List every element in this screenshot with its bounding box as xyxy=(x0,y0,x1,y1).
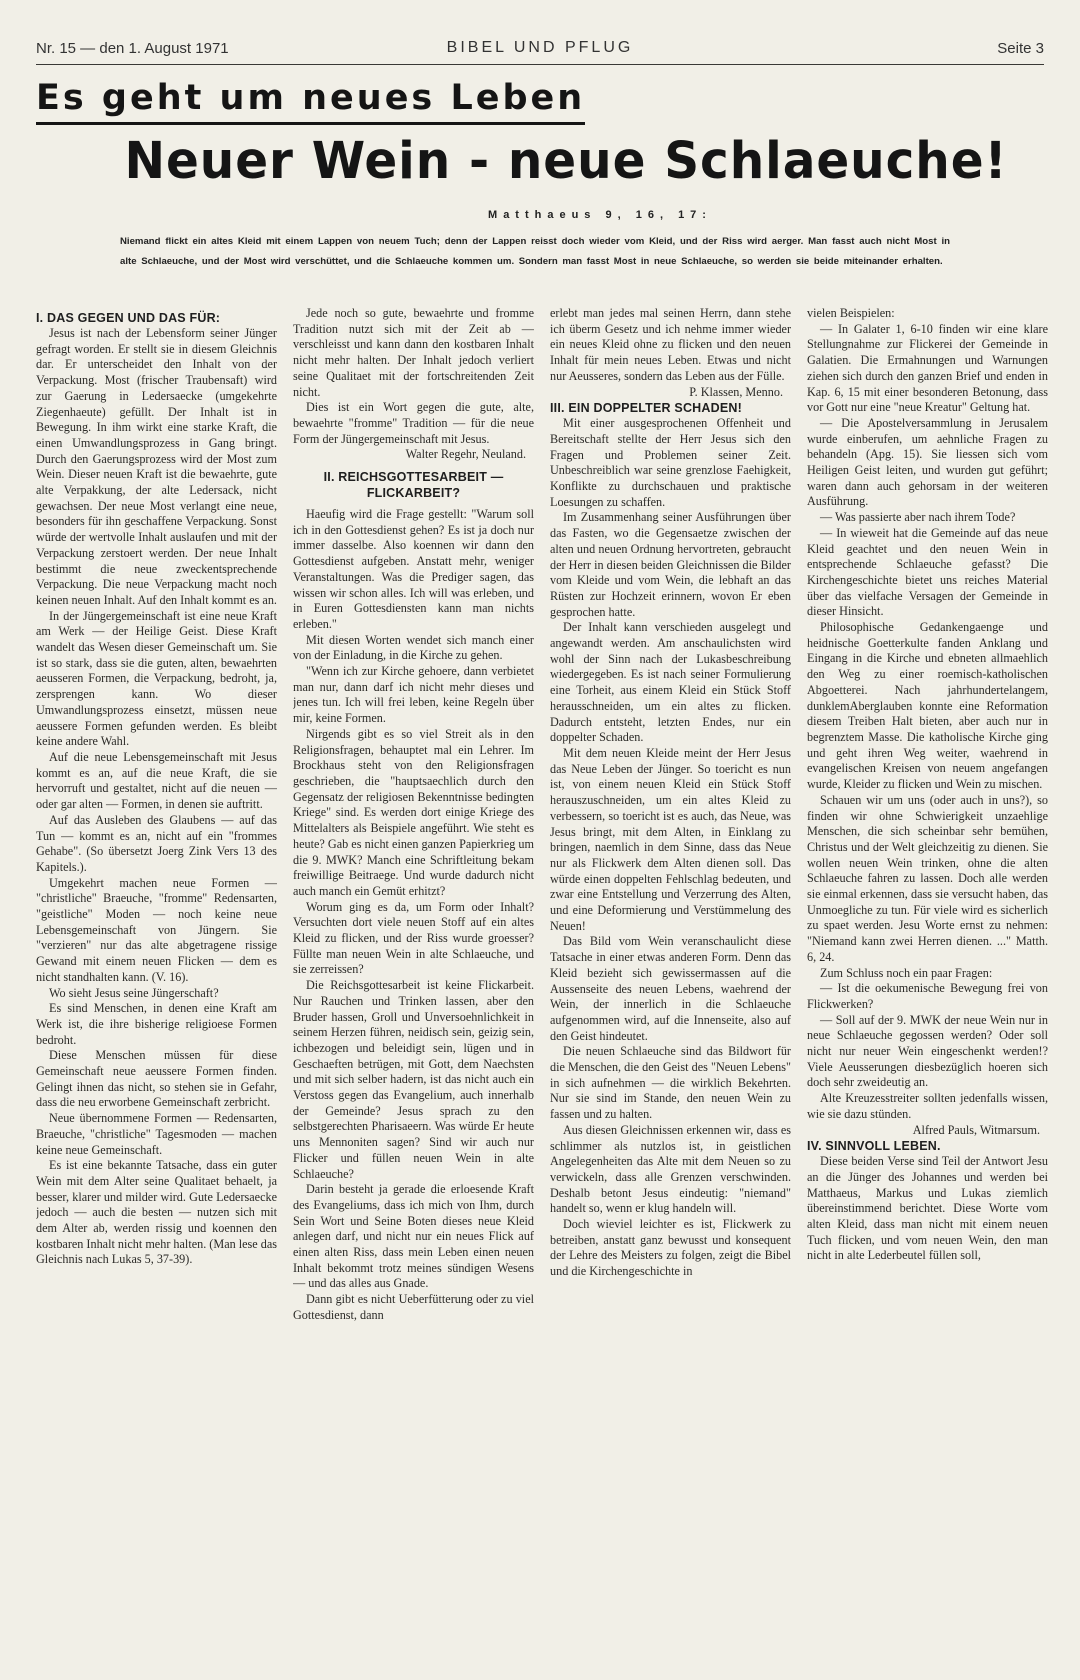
paragraph: Jesus ist nach der Lebensform seiner Jünger gefragt worden. Er stellt sie in diesem Gleichnis dar. Er unterscheidet den Inhalt von der Verpackung. Most (frischer Traubensaft) wird zur Gaerung in Ledersaecke (umgekehrte Ziegenhaeute) gefüllt. Der Inhalt ist in Bewegung. In ihm wirkt eine starke Kraft, die einen Umwandlungsprozess in Gang bringt. Durch den Gaerungsprozess wird der Most zum Wein. Dieser neuen Kraft ist die bewaehrte, gute alte Verpakkung, der alte Ledersack, nicht gewachsen. Der neue Most verlangt eine neue, besonders für ihn geschaffene Verpackung. Sonst würde der wertvolle Inhalt auslaufen und mit der Verpackung zerstoert werden. Der neue Inhalt bestimmt die neue zweckentsprechende Verpackung. Die neue Verpackung macht noch keinen neuen Inhalt. Auf den Inhalt kommt es an. xyxy=(36,326,277,607)
paragraph: — Was passierte aber nach ihrem Tode? xyxy=(820,510,1016,525)
section-heading: I. DAS GEGEN UND DAS FÜR: xyxy=(36,311,221,325)
paragraph: Schauen wir um uns (oder auch in uns?), so finden wir ohne Schwierigkeit unzaehlige Menschen, die sich scheinbar sehr bemühen, Christus und der Welt gleichzeitig zu dienen. Sie wollen neuen Wein trinken, ohne die alten Schlaeuche fahren zu lassen. Doch alle werden sie einmal erkennen, dass sie versucht haben, das Unmoegliche zu tun. Für viele wird es sicherlich zu spaet werden. Jesu Worte ernst zu nehmen: "Niemand kann zwei Herren dienen. ..." Matth. 6, 24. xyxy=(807,792,1048,964)
paragraph: Worum ging es da, um Form oder Inhalt? Versuchten dort viele neuen Stoff auf ein altes Kleid zu flicken, und der Riss wurde groesser? Füllte man neuen Wein in alte Schlaeuche, und sie zerreissen? xyxy=(293,899,534,977)
paragraph: Neue übernommene Formen — Redensarten, Braeuche, "christliche" Tagesmoden — machen keine neue Gemeinschaft. xyxy=(36,1111,277,1157)
verse-text: Niemand flickt ein altes Kleid mit einem Lappen von neuem Tuch; denn der Lappen reisst doch wieder vom Kleid, und der Riss wird aerger. Man fasst auch nicht Most in alte Schlaeuche, und der Most wird verschüttet, und die Schlaeuche kommen um. Sondern man fasst Most in neue Schlaeuche, so werden sie beide miteinander erhalten. xyxy=(120,236,950,267)
paragraph: Auf die neue Lebensgemeinschaft mit Jesus kommt es an, auf die neue Kraft, die sie hervorruft und gestaltet, nicht auf die neuen — oder gar alten — Formen, in denen sie auftritt. xyxy=(36,749,277,812)
author-signature: Alfred Pauls, Witmarsum. xyxy=(912,1122,1040,1137)
paragraph: Die neuen Schlaeuche sind das Bildwort für die Menschen, die den Geist des "Neuen Lebens" in sich aufnehmen — die wirklich Bekehrten. Nur sie sind im Stande, den neuen Wein zu fassen und zu halten. xyxy=(550,1044,791,1122)
paragraph: Philosophische Gedankengaenge und heidnische Goetterkulte fanden Anklang und Eingang in die Kirche und ebneten allmaehlich den Weg zu einer roemisch-katholischen Abgoetterei. Nach jahrhundertelangem, dunklemAberglauben konnte eine Reformation diesem Treiben Halt bieten, aber auch nur in begrenztem Masse. Die katholische Kirche ging und geht ihren Weg weiter, waehrend in evangelischen Kreisen von neuem angefangen wurde, Kleider zu flicken und Wein zu mischen. xyxy=(807,620,1048,792)
paragraph: — Soll auf der 9. MWK der neue Wein nur in neue Schlaeuche gegossen werden? Oder soll nicht nur neuer Wein eingeschenkt werden!? Viele Aeusserungen diesbezüglich hoeren sich doch sehr zweideutig an. xyxy=(807,1012,1048,1090)
paragraph: Alte Kreuzesstreiter sollten jedenfalls wissen, wie sie dazu stünden. xyxy=(807,1091,1048,1121)
article-columns xyxy=(36,306,1048,1666)
paragraph: Mit diesen Worten wendet sich manch einer von der Einladung, in die Kirche zu gehen. xyxy=(293,632,534,663)
paragraph: Es sind Menschen, in denen eine Kraft am Werk ist, die ihre bisherige religioese Formen bedroht. xyxy=(36,1001,277,1047)
paragraph: Zum Schluss noch ein paar Fragen: xyxy=(820,965,993,980)
paragraph: Die Reichsgottesarbeit ist keine Flickarbeit. Nur Rauchen und Trinken lassen, aber den Bruder hassen, Groll und Unversoehnlichkeit in seinem Herzen führen, neidisch sein, geizig sein, ichbezogen und beleidigt sein, lügen und in Geschaeften betrügen, mit Gott, dem Naechsten und mit sich selber hadern, ist das nicht auch ein Verstoss gegen das Evangelium, auch innerhalb der Gemeinde? Jesus sprach zu den selbstgerechten Pharisaeern. Was würde Er heute uns Mennoniten sagen? Sind wir auch nur Flicker und füllen neuen Wein in alte Schlaeuche? xyxy=(293,978,534,1181)
paragraph: vielen Beispielen: xyxy=(807,306,895,320)
verse-reference: Matthaeus 9, 16, 17: xyxy=(488,209,712,221)
paragraph: Das Bild vom Wein veranschaulicht diese Tatsache in einer etwas anderen Form. Denn das Kleid bezieht sich gewissermassen auf die Aussenseite des neuen Lebens, waehrend der Wein, der innerlich in die Schlaeuche aufgenommen wird, auf die Innenseite, also auf den Geist hindeutet. xyxy=(550,934,791,1043)
section-heading: III. EIN DOPPELTER SCHADEN! xyxy=(550,401,742,416)
paragraph: "Wenn ich zur Kirche gehoere, dann verbietet man nur, dann darf ich nicht mehr dieses und jenes tun. Ich will frei leben, keine Regeln über mir, keine Formen. xyxy=(293,664,534,726)
column-1 xyxy=(36,306,277,1666)
paragraph: In der Jüngergemeinschaft ist eine neue Kraft am Werk — der Heilige Geist. Diese Kraft wandelt das Wesen dieser Gemeinschaft um. Sie ist so stark, dass sie die guten, alten, bewaehrten aeusseren Formen, die Verpackung, bedroht, ja, zersprengen kann. Wo dieser Umwandlungsprozess einsetzt, müssen neue aeussere Formen gefunden werden. Es bleibt keine andere Wahl. xyxy=(36,608,277,749)
paragraph: Aus diesen Gleichnissen erkennen wir, dass es schlimmer als nutzlos ist, in geistlichen Angelegenheiten das Alte mit dem Neuen so zu verwickeln, dass alle Grenzen verschwinden. Deshalb betont Jesus eindeutig: "niemand" handelt so, wenn er klug handeln will. xyxy=(550,1122,791,1216)
paragraph: Der Inhalt kann verschieden ausgelegt und angewandt werden. Am anschaulichsten wird wohl der Sinn nach der Lukasbeschreibung wiedergegeben. Es ist nach seiner Formulierung eine Torheit, aus einem Kleid ein Stück Stoff herausschneiden, um ein altes zu flicken. Dadurch entsteht, letzten Endes, nur ein doppelter Schaden. xyxy=(550,620,791,745)
author-signature: P. Klassen, Menno. xyxy=(689,384,783,399)
paragraph: Diese Menschen müssen für diese Gemeinschaft neue aeussere Formen finden. Gelingt ihnen das nicht, so stehen sie in Gefahr, dass die neu erworbene Gemeinschaft zerbricht. xyxy=(36,1048,277,1110)
paragraph: Auf das Ausleben des Glaubens — auf das Tun — kommt es an, nicht auf ein "frommes Gehabe". (So übersetzt Joerg Zink Vers 13 des Kapitels.). xyxy=(36,812,277,874)
author-signature: Walter Regehr, Neuland. xyxy=(405,447,526,462)
column-2 xyxy=(293,306,534,1666)
paragraph: Wo sieht Jesus seine Jüngerschaft? xyxy=(49,985,219,1000)
paragraph: Dies ist ein Wort gegen die gute, alte, bewaehrte "fromme" Tradition — für die neue Form der Jüngergemeinschaft mit Jesus. xyxy=(293,400,534,446)
paragraph: Haeufig wird die Frage gestellt: "Warum soll ich in den Gottesdienst gehen? Es ist ja doch nur immer dasselbe. Also koennen wir dann den Gottesdienst aufgeben. Anstatt mehr, weniger Veranstaltungen. Was die Prediger sagen, das wissen wir schon alles. Ich will was erleben, und in Euren Gottesdiensten kann man nichts erleben." xyxy=(293,507,534,631)
section-heading: IV. SINNVOLL LEBEN. xyxy=(807,1139,941,1154)
paragraph: Mit dem neuen Kleide meint der Herr Jesus das Neue Leben der Jünger. So toericht es nun ist, von einem neuen Kleid ein Stück Stoff herauszuschneiden, um ein altes Kleid zu verbessern, so toericht ist es auch, das Neue, was Jesus bringt, mit dem Alten, in Einklang zu bringen, naemlich in dem Sinne, dass das Neue nur als Flickwerk dem Alten dienen soll. Das würde einen doppelten Fehlschlag bedeuten, und zwar eine Entstellung und Verzerrung des Alten, und eine Deformierung und Verstümmelung des Neuen! xyxy=(550,745,791,933)
column-4 xyxy=(807,306,1048,1666)
column-3 xyxy=(550,306,791,1666)
paragraph: — In Galater 1, 6-10 finden wir eine klare Stellungnahme zur Flickerei der Gemeinde in Galatien. Die Ermahnungen und Warnungen ziehen sich durch den ganzen Brief und enden in Kap. 6, 15 mit einer besonderen Betonung, dass vor Gott nur eine "neue Kreatur" Geltung hat. xyxy=(807,321,1048,415)
paragraph: Mit einer ausgesprochenen Offenheit und Bereitschaft stellte der Herr Jesus sich den Fragen und Problemen seiner Zeit. Unbeschreiblich war seine grenzlose Faehigkeit, Konflikte zu durchschauen und praktische Loesungen zu schaffen. xyxy=(550,416,791,509)
paragraph: Umgekehrt machen neue Formen — "christliche" Braeuche, "fromme" Redensarten, "geistliche" Moden — noch keine neue Lebensgemeinschaft von Jüngern. Sie "verzieren" nur das alte abgetragene rissige Gewand mit einem neuen Flicken — dem es nicht standhalten kann. (V. 16). xyxy=(36,875,277,984)
running-head xyxy=(36,38,1044,65)
page-number: Seite 3 xyxy=(997,40,1044,57)
paragraph: erlebt man jedes mal seinen Herrn, dann stehe ich überm Gesetz und ich nehme immer wieder ein neues Kleid ohne zu flicken und den neuen Inhalt für mein neues Leben. Etwas und nicht nur Aeusseres, sondern das Leben aus der Fülle. xyxy=(550,306,791,383)
article-headline: Neuer Wein - neue Schlaeuche! xyxy=(124,132,1008,191)
paragraph: Es ist eine bekannte Tatsache, dass ein guter Wein mit dem Alter seine Qualitaet behaelt, ja besser, klarer und milder wird. Gute Ledersaecke jedoch — auch die besten — nutzen sich mit dem Alter ab, werden rissig und koennen den kostbaren Inhalt nicht mehr halten. (Man lese das Gleichnis nach Lukas 5, 37-39). xyxy=(36,1158,277,1267)
paragraph: Dann gibt es nicht Ueberfütterung oder zu viel Gottesdienst, dann xyxy=(293,1292,534,1322)
paragraph: Im Zusammenhang seiner Ausführungen über das Fasten, wo die Gegensaetze zwischen der alten und neuen Ordnung hervortreten, gebraucht der Herr in diesen beiden Gleichnissen die Bilder vom Kleide und vom Wein, die lebhaft an das Rüsten zur Hochzeit erinnern, wovon Er eben gesprochen hatte. xyxy=(550,510,791,619)
article-kicker: Es geht um neues Leben xyxy=(36,78,585,125)
paragraph: Jede noch so gute, bewaehrte und fromme Tradition nutzt sich mit der Zeit ab — verschleisst und kann dann den kostbaren Inhalt nicht mehr halten. Der Inhalt jedoch verliert seine Qualitaet mit der fortschreitenden Zeit nicht. xyxy=(293,306,534,399)
paragraph: — In wieweit hat die Gemeinde auf das neue Kleid geachtet und den neuen Wein in entsprechende Schlaeuche gefasst? Die Kirchengeschichte bietet uns reiches Material über das vielfache Versagen der Gemeinde in dieser Hinsicht. xyxy=(807,525,1048,619)
paragraph: Darin besteht ja gerade die erloesende Kraft des Evangeliums, dass ich mich von Ihm, durch Sein Wort und Seine Boten dieses neue Kleid anlegen darf, und nicht nur ein neues Flick auf einen alten Riss, dass mein Leben einen neuen Inhalt bekommt trotz meines sündigen Wesens — und das alles aus Gnade. xyxy=(293,1182,534,1291)
issue-date: Nr. 15 — den 1. August 1971 xyxy=(36,40,229,57)
paragraph: — Ist die oekumenische Bewegung frei von Flickwerken? xyxy=(807,981,1048,1011)
paragraph: — Die Apostelversammlung in Jerusalem wurde einberufen, um aehnliche Fragen zu behandeln (Apg. 15). Sie liessen sich vom Heiligen Geist leiten, und wurden gut geführt; waren dann auch gehorsam in der weiteren Ausführung. xyxy=(807,415,1048,509)
publication-title: BIBEL UND PFLUG xyxy=(446,39,634,56)
paragraph: Nirgends gibt es so viel Streit als in den Religionsfragen, behauptet mal ein Lehrer. Im Brockhaus steht von den Religionsfragen geschrieben, die "hauptsaechlich durch den Gegensatz der religiosen Bekenntnisse bedingten Kriege" sind. Es werden dort einige Kriege des Mittelalters als Beispiele angeführt. Wie steht es heute? Gab es nicht einen ganzen Papierkrieg um die 9. MWK? Manch eine Schriftleitung bekam freiwillige Beitraege. Und wurde dadurch nicht auch manch ein Gemüt erhitzt? xyxy=(293,726,534,898)
paragraph: Doch wieviel leichter es ist, Flickwerk zu betreiben, anstatt ganz bewusst und konsequent der Lehre des Meisters zu folgen, zeigt die Bibel und die Kirchengeschichte in xyxy=(550,1217,791,1279)
section-heading: II. REICHSGOTTESARBEIT — FLICKARBEIT? xyxy=(323,470,504,501)
paragraph: Diese beiden Verse sind Teil der Antwort Jesu an die Jünger des Johannes und werden bei Matthaeus, Markus und Lukas ziemlich übereinstimmend berichtet. Diese Worte vom alten Kleid, dass man nicht mit einem neuen Tuch flicken, und vom neuen Wein, den man nicht in alte Lederbeutel füllen soll, xyxy=(807,1154,1048,1263)
